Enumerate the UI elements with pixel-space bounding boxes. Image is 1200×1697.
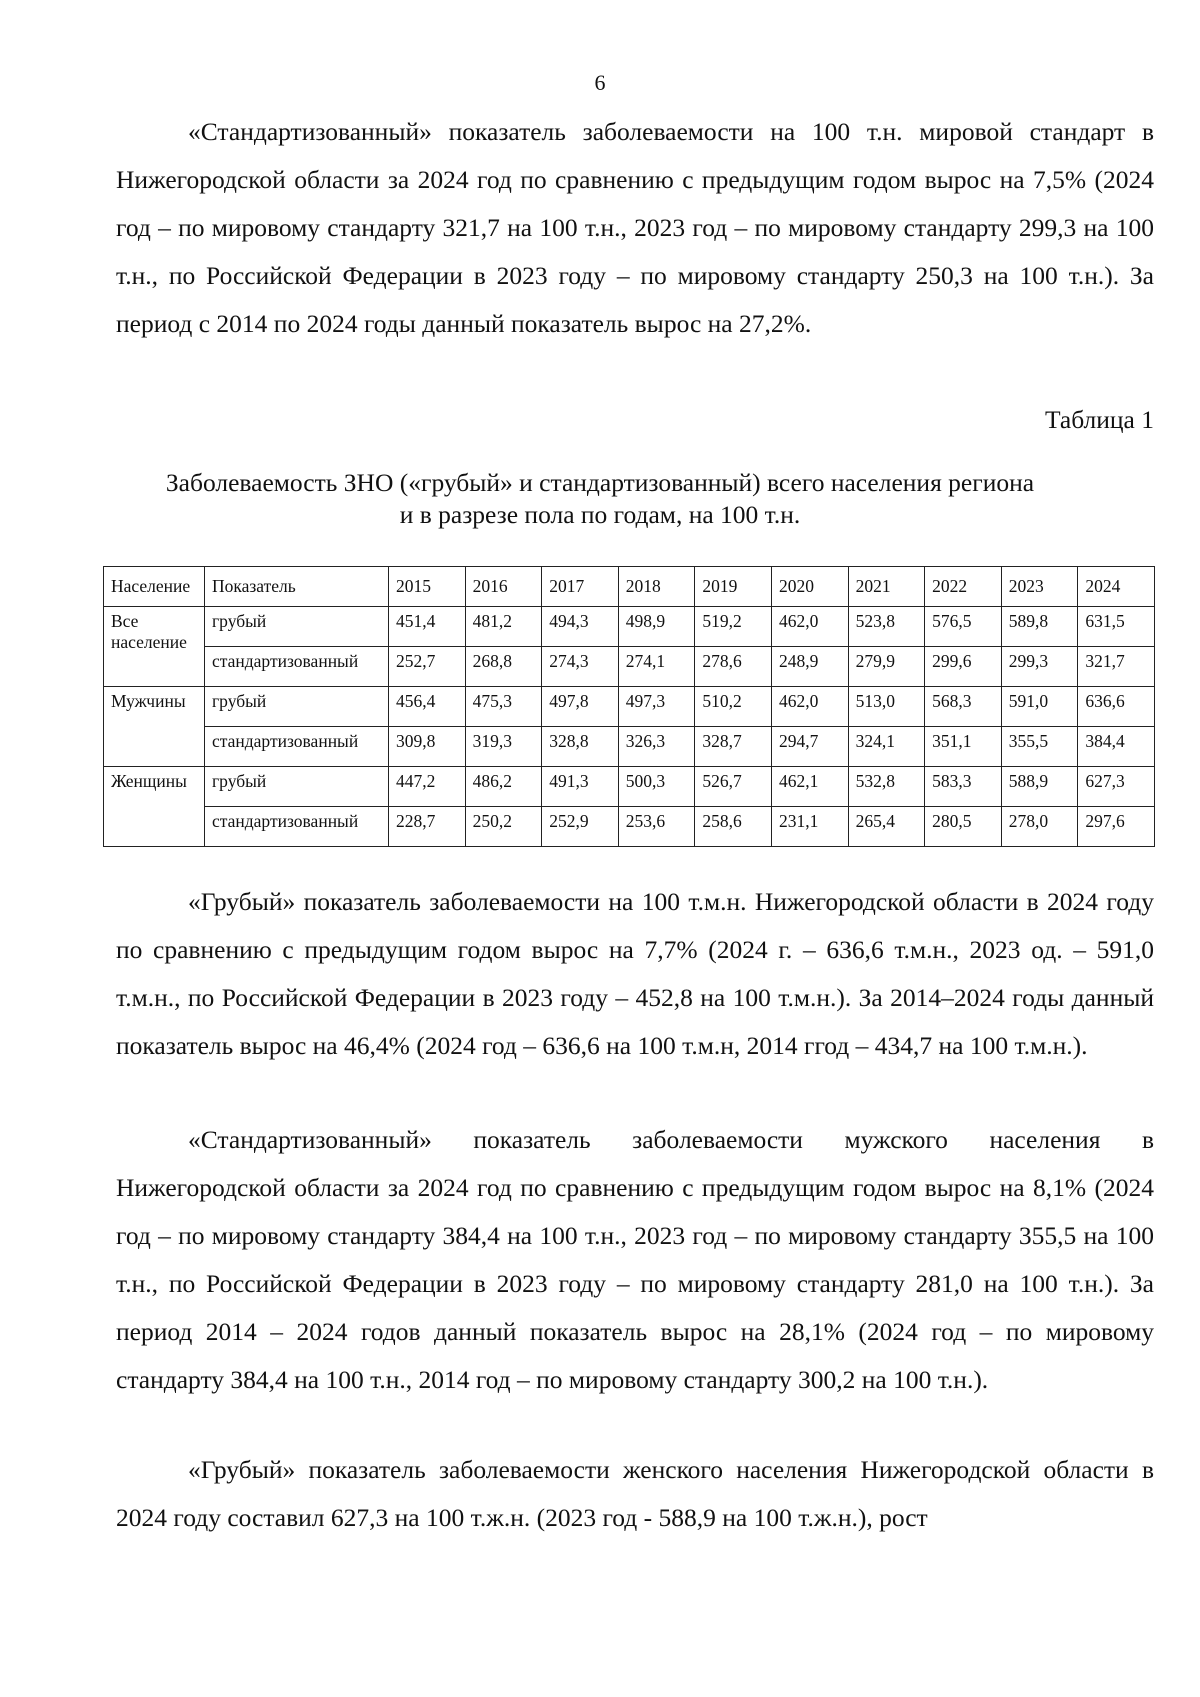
value-cell: 248,9 bbox=[771, 647, 848, 687]
value-cell: 274,1 bbox=[618, 647, 695, 687]
value-cell: 252,9 bbox=[542, 807, 619, 847]
value-cell: 252,7 bbox=[389, 647, 466, 687]
indicator-cell: грубый bbox=[205, 767, 389, 807]
value-cell: 278,6 bbox=[695, 647, 772, 687]
value-cell: 309,8 bbox=[389, 727, 466, 767]
header-year: 2018 bbox=[618, 567, 695, 607]
paragraph-standardized-incidence: «Стандартизованный» показатель заболеваемости на 100 т.н. мировой стандарт в Нижегородской области за 2024 год по сравнению с предыдущим годом вырос на 7,5% (2024 год – по мировому стандарту 321,7 на 100 т.н., 2023 год – по мировому стандарту 299,3 на 100 т.н., по Российской Федерации в 2023 году – по мировому стандарту 250,3 на 100 т.н.). За период с 2014 по 2024 годы данный показатель вырос на 27,2%. bbox=[116, 117, 1154, 338]
value-cell: 510,2 bbox=[695, 687, 772, 727]
value-cell: 328,8 bbox=[542, 727, 619, 767]
value-cell: 451,4 bbox=[389, 607, 466, 647]
population-group-cell: Женщины bbox=[104, 767, 205, 847]
value-cell: 279,9 bbox=[848, 647, 925, 687]
value-cell: 591,0 bbox=[1001, 687, 1078, 727]
value-cell: 351,1 bbox=[925, 727, 1002, 767]
value-cell: 321,7 bbox=[1078, 647, 1155, 687]
value-cell: 627,3 bbox=[1078, 767, 1155, 807]
value-cell: 447,2 bbox=[389, 767, 466, 807]
population-group-cell: Все население bbox=[104, 607, 205, 687]
value-cell: 462,0 bbox=[771, 607, 848, 647]
value-cell: 326,3 bbox=[618, 727, 695, 767]
value-cell: 228,7 bbox=[389, 807, 466, 847]
indicator-cell: стандартизованный bbox=[205, 727, 389, 767]
value-cell: 231,1 bbox=[771, 807, 848, 847]
indicator-cell: стандартизованный bbox=[205, 647, 389, 687]
paragraph-male-standardized-incidence: «Стандартизованный» показатель заболеваемости мужского населения в Нижегородской области за 2024 год по сравнению с предыдущим годом вырос на 8,1% (2024 год – по мировому стандарту 384,4 на 100 т.н., 2023 год – по мировому стандарту 355,5 на 100 т.н., по Российской Федерации в 2023 году – по мировому стандарту 281,0 на 100 т.н.). За период 2014 – 2024 годов данный показатель вырос на 28,1% (2024 год – по мировому стандарту 384,4 на 100 т.н., 2014 год – по мировому стандарту 300,2 на 100 т.н.). bbox=[116, 1125, 1154, 1394]
header-year: 2019 bbox=[695, 567, 772, 607]
incidence-table bbox=[103, 566, 1155, 847]
header-indicator: Показатель bbox=[205, 567, 389, 607]
page-number: 6 bbox=[594, 70, 606, 95]
paragraph-female-crude-incidence: «Грубый» показатель заболеваемости женского населения Нижегородской области в 2024 году составил 627,3 на 100 т.ж.н. (2023 год - 588,9 на 100 т.ж.н.), рост bbox=[116, 1455, 1154, 1532]
value-cell: 297,6 bbox=[1078, 807, 1155, 847]
header-year: 2023 bbox=[1001, 567, 1078, 607]
value-cell: 513,0 bbox=[848, 687, 925, 727]
value-cell: 491,3 bbox=[542, 767, 619, 807]
value-cell: 497,8 bbox=[542, 687, 619, 727]
table-row bbox=[104, 647, 1155, 687]
value-cell: 500,3 bbox=[618, 767, 695, 807]
indicator-cell: грубый bbox=[205, 687, 389, 727]
value-cell: 250,2 bbox=[465, 807, 542, 847]
value-cell: 631,5 bbox=[1078, 607, 1155, 647]
table-row bbox=[104, 687, 1155, 727]
value-cell: 299,3 bbox=[1001, 647, 1078, 687]
value-cell: 498,9 bbox=[618, 607, 695, 647]
value-cell: 526,7 bbox=[695, 767, 772, 807]
value-cell: 475,3 bbox=[465, 687, 542, 727]
table-body bbox=[104, 607, 1155, 847]
value-cell: 568,3 bbox=[925, 687, 1002, 727]
value-cell: 636,6 bbox=[1078, 687, 1155, 727]
table-row bbox=[104, 767, 1155, 807]
value-cell: 583,3 bbox=[925, 767, 1002, 807]
value-cell: 280,5 bbox=[925, 807, 1002, 847]
value-cell: 294,7 bbox=[771, 727, 848, 767]
header-year: 2020 bbox=[771, 567, 848, 607]
value-cell: 532,8 bbox=[848, 767, 925, 807]
value-cell: 462,1 bbox=[771, 767, 848, 807]
header-year: 2024 bbox=[1078, 567, 1155, 607]
value-cell: 576,5 bbox=[925, 607, 1002, 647]
value-cell: 456,4 bbox=[389, 687, 466, 727]
table-header-row bbox=[104, 567, 1155, 607]
value-cell: 265,4 bbox=[848, 807, 925, 847]
table-title bbox=[0, 467, 1200, 531]
indicator-cell: грубый bbox=[205, 607, 389, 647]
value-cell: 328,7 bbox=[695, 727, 772, 767]
value-cell: 324,1 bbox=[848, 727, 925, 767]
value-cell: 274,3 bbox=[542, 647, 619, 687]
value-cell: 494,3 bbox=[542, 607, 619, 647]
paragraph-male-crude-incidence: «Грубый» показатель заболеваемости на 100 т.м.н. Нижегородской области в 2024 году по сравнению с предыдущим годом вырос на 7,7% (2024 г. – 636,6 т.м.н., 2023 од. – 591,0 т.м.н., по Российской Федерации в 2023 году – 452,8 на 100 т.м.н.). За 2014–2024 годы данный показатель вырос на 46,4% (2024 год – 636,6 на 100 т.м.н, 2014 ггод – 434,7 на 100 т.м.н.). bbox=[116, 887, 1154, 1060]
table-row bbox=[104, 807, 1155, 847]
header-year: 2022 bbox=[925, 567, 1002, 607]
table-label: Таблица 1 bbox=[1044, 405, 1154, 434]
table-row bbox=[104, 607, 1155, 647]
header-year: 2021 bbox=[848, 567, 925, 607]
indicator-cell: стандартизованный bbox=[205, 807, 389, 847]
value-cell: 486,2 bbox=[465, 767, 542, 807]
header-year: 2017 bbox=[542, 567, 619, 607]
value-cell: 253,6 bbox=[618, 807, 695, 847]
value-cell: 384,4 bbox=[1078, 727, 1155, 767]
value-cell: 497,3 bbox=[618, 687, 695, 727]
value-cell: 319,3 bbox=[465, 727, 542, 767]
value-cell: 278,0 bbox=[1001, 807, 1078, 847]
header-population: Население bbox=[104, 567, 205, 607]
value-cell: 462,0 bbox=[771, 687, 848, 727]
value-cell: 258,6 bbox=[695, 807, 772, 847]
population-group-cell: Мужчины bbox=[104, 687, 205, 767]
value-cell: 519,2 bbox=[695, 607, 772, 647]
header-year: 2016 bbox=[465, 567, 542, 607]
table-title-line-1: Заболеваемость ЗНО («грубый» и стандартизованный) всего населения региона bbox=[165, 468, 1035, 497]
value-cell: 523,8 bbox=[848, 607, 925, 647]
table-row bbox=[104, 727, 1155, 767]
value-cell: 481,2 bbox=[465, 607, 542, 647]
value-cell: 268,8 bbox=[465, 647, 542, 687]
header-year: 2015 bbox=[389, 567, 466, 607]
value-cell: 588,9 bbox=[1001, 767, 1078, 807]
table-title-line-2: и в разрезе пола по годам, на 100 т.н. bbox=[399, 500, 801, 529]
value-cell: 299,6 bbox=[925, 647, 1002, 687]
value-cell: 355,5 bbox=[1001, 727, 1078, 767]
value-cell: 589,8 bbox=[1001, 607, 1078, 647]
